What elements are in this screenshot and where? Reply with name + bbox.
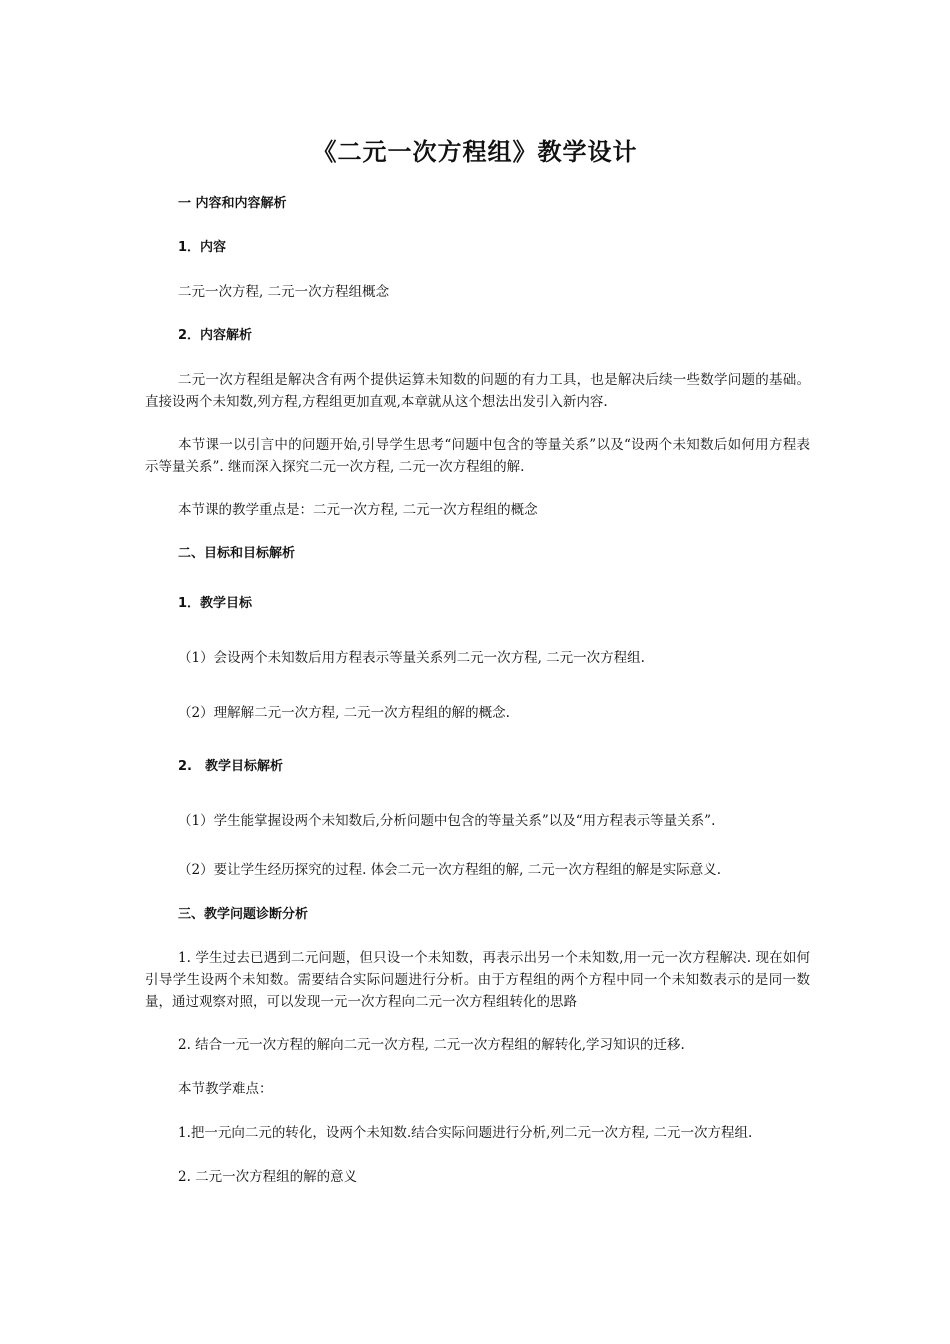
section-1-2-paragraph-2: 本节课一以引言中的问题开始,引导学生思考“问题中包含的等量关系”以及“设两个未知数后如何用方程表示等量关系”. 继而深入探究二元一次方程, 二元一次方程组的解.	[145, 437, 810, 475]
section-3-paragraph-5: 2. 二元一次方程组的解的意义	[178, 1169, 358, 1185]
section-2-1-heading: 1．教学目标	[178, 596, 253, 611]
section-2-1-item-2: （2）理解解二元一次方程, 二元一次方程组的解的概念.	[178, 705, 510, 721]
section-1-heading: 一 内容和内容解析	[178, 196, 287, 211]
section-3-paragraph-2: 2. 结合一元一次方程的解向二元一次方程, 二元一次方程组的解转化,学习知识的迁移.	[178, 1037, 685, 1053]
section-3-paragraph-3: 本节教学难点：	[178, 1081, 273, 1097]
section-2-2-item-1: （1）学生能掌握设两个未知数后,分析问题中包含的等量关系”以及“用方程表示等量关系”.	[178, 813, 716, 829]
section-1-2-paragraph-3: 本节课的教学重点是：二元一次方程, 二元一次方程组的概念	[178, 502, 538, 518]
section-1-2-heading: 2．内容解析	[178, 328, 253, 343]
section-3-paragraph-1: 1. 学生过去已遇到二元问题，但只设一个未知数，再表示出另一个未知数,用一元一次方程解决. 现在如何引导学生设两个未知数。需要结合实际问题进行分析。由于方程组的两个方程中同一个未知数表示的是同一数量，通过观察对照，可以发现一元一次方程向二元一次方程组转化的思路	[145, 950, 810, 1010]
section-1-1-heading: 1．内容	[178, 240, 227, 255]
document-title: 《二元一次方程组》教学设计	[312, 138, 638, 166]
section-3-paragraph-4: 1.把一元向二元的转化，设两个未知数.结合实际问题进行分析,列二元一次方程, 二元一次方程组.	[178, 1125, 753, 1141]
section-2-2-item-2: （2）要让学生经历探究的过程. 体会二元一次方程组的解, 二元一次方程组的解是实际意义.	[178, 862, 722, 878]
section-2-1-item-1: （1）会设两个未知数后用方程表示等量关系列二元一次方程, 二元一次方程组.	[178, 650, 645, 666]
section-1-1-text: 二元一次方程, 二元一次方程组概念	[178, 284, 390, 300]
section-2-heading: 二、目标和目标解析	[178, 546, 296, 561]
section-1-2-paragraph-1: 二元一次方程组是解决含有两个提供运算未知数的问题的有力工具，也是解决后续一些数学问题的基础。直接设两个未知数,列方程,方程组更加直观,本章就从这个想法出发引入新内容.	[145, 372, 810, 410]
section-2-2-heading: 2. 教学目标解析	[178, 759, 283, 774]
section-3-heading: 三、教学问题诊断分析	[178, 907, 309, 922]
